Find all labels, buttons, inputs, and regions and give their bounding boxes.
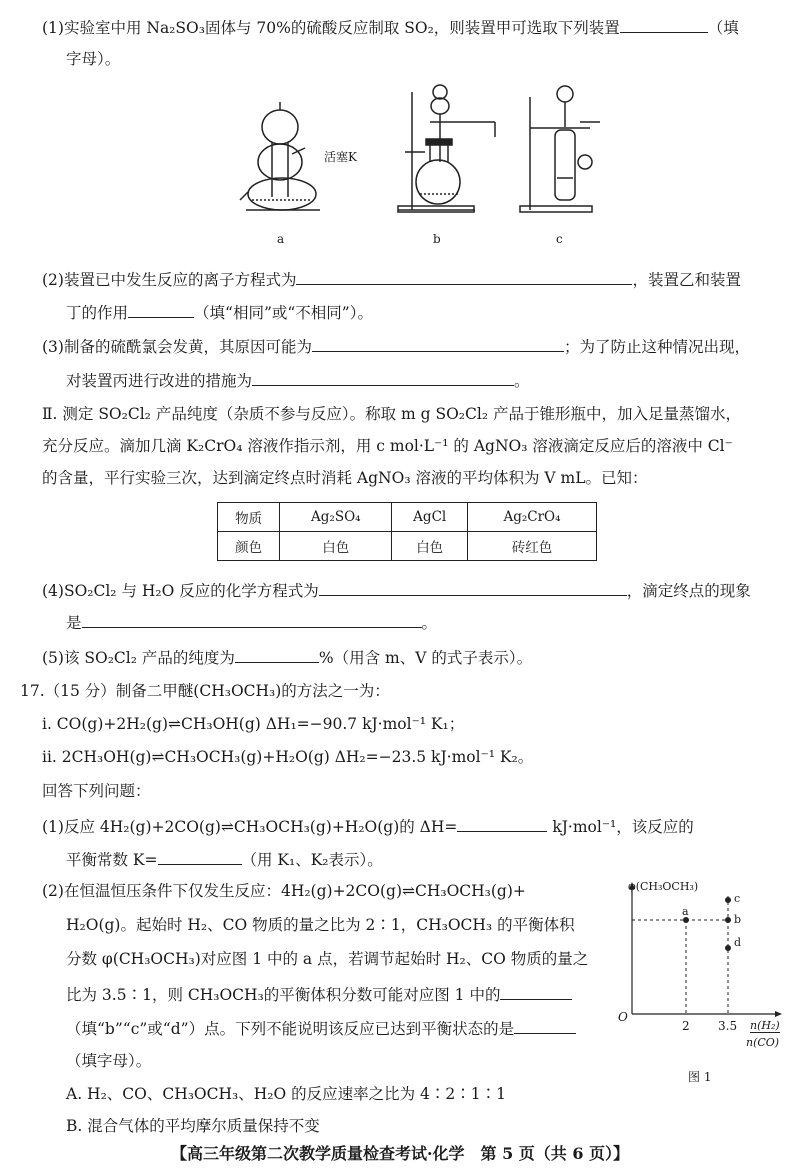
q3-line2-end: 。 [514,372,530,390]
q17-p1-line1 [42,814,694,838]
label-b: b [734,913,742,926]
figure-caption: 图 1 [688,1070,712,1084]
part2-line3: 的含量，平行实验三次，达到滴定终点时消耗 AgNO₃ 溶液的平均体积为 V mL。已知： [42,469,648,487]
q1-text-end: （填 [707,19,739,37]
q5-text-end: %（用含 m、V 的式子表示）。 [318,649,533,667]
apparatus-b [398,85,495,212]
q5-text: (5)该 SO₂Cl₂ 产品的纯度为 [42,649,235,667]
point-d [725,945,731,951]
point-b [725,917,731,923]
table-cell: 物质 [218,503,280,532]
apparatus-figure [230,82,610,222]
q1-text: (1)实验室中用 Na₂SO₃固体与 70%的硫酸反应制取 SO₂，则装置甲可选取下列装置 [42,19,620,37]
q2-answer-blank-1[interactable] [296,267,632,285]
figure-origin: O [618,1010,628,1024]
q4-line2-end: 。 [421,614,438,632]
q17-p2-line1: (2)在恒温恒压条件下仅发生反应：4H₂(g)+2CO(g)⇌CH₃OCH₃(g)+ [42,882,526,900]
q5-line [42,645,532,669]
q4-answer-blank-2[interactable] [82,610,422,628]
q2-answer-blank-2[interactable] [128,300,194,318]
xtick-3-5: 3.5 [718,1019,738,1033]
q2-line1 [42,267,741,291]
q3-text-end: ；为了防止这种情况出现， [563,338,750,356]
q17-p2-line4-text: 比为 3.5∶1，则 CH₃OCH₃的平衡体积分数可能对应图 1 中的 [66,986,501,1004]
q17-p2-line4 [66,982,572,1006]
option-b: B. 混合气体的平均摩尔质量保持不变 [66,1117,320,1135]
xlabel-denominator: n(CO) [746,1036,780,1049]
q2-line2 [66,300,373,324]
q3-line2 [66,368,530,392]
q17-p1-line2-text: 平衡常数 K= [66,851,158,869]
point-c [725,897,731,903]
q3-line2-text: 对装置丙进行改进的措施为 [66,372,253,390]
table-row [218,503,597,532]
q17-p1-line2-end: （用 K₁、K₂表示）。 [241,851,383,869]
q4-line2-text: 是 [66,614,82,632]
q17-p2-line5 [66,1016,576,1040]
q3-answer-blank-1[interactable] [312,334,564,352]
figure-1-plot [610,878,790,1088]
reaction-1: ⅰ. CO(g)+2H₂(g)⇌CH₃OH(g) ΔH₁=−90.7 kJ·mol⁻¹ K₁； [42,715,465,733]
reaction-2: ⅱ. 2CH₃OH(g)⇌CH₃OCH₃(g)+H₂O(g) ΔH₂=−23.5 kJ·mol⁻¹ K₂。 [42,748,534,766]
q1-answer-blank[interactable] [620,15,708,33]
q4-text-end: ，滴定终点的现象 [626,582,751,600]
q17-p1-line2 [66,847,383,871]
q4-line1 [42,578,751,602]
valve-label: 活塞K [324,150,357,164]
figure-ylabel: φ(CH₃OCH₃) [628,880,699,893]
q17-p2-answer-blank-1[interactable] [500,982,572,1000]
q17-title: 17.（15 分）制备二甲醚(CH₃OCH₃)的方法之一为： [20,682,390,700]
table-cell: AgCl [392,503,468,532]
q17-p2-line5-text: （填“b”“c”或“d”）点。下列不能说明该反应已达到平衡状态的是 [66,1020,515,1038]
q17-p2-line3: 分数 φ(CH₃OCH₃)对应图 1 中的 a 点，若调节起始时 H₂、CO 物质的量之 [66,950,589,968]
figure-1 [610,878,790,1092]
table-cell: 白色 [280,532,392,561]
xlabel-numerator: n(H₂) [750,1019,780,1032]
q1-line2: 字母）。 [66,50,121,68]
q17-ask: 回答下列问题： [42,782,151,800]
table-cell: 白色 [392,532,468,561]
option-a: A. H₂、CO、CH₃OCH₃、H₂O 的反应速率之比为 4∶2∶1∶1 [66,1085,506,1103]
q4-answer-blank-1[interactable] [319,578,627,596]
table-cell: 砖红色 [468,532,597,561]
q17-p1-answer-blank-1[interactable] [457,814,547,832]
color-table [217,502,597,561]
q1-line1 [42,15,739,39]
table-row [218,532,597,561]
q17-p2-answer-blank-2[interactable] [514,1016,576,1034]
q17-p2-line6: （填字母）。 [66,1052,152,1070]
q3-line1 [42,334,750,358]
part2-line2: 充分反应。滴加几滴 K₂CrO₄ 溶液作指示剂，用 c mol·L⁻¹ 的 AgNO₃ 溶液滴定反应后的溶液中 Cl⁻ [42,437,733,455]
q17-p1-answer-blank-2[interactable] [158,847,242,865]
q3-text: (3)制备的硫酰氯会发黄，其原因可能为 [42,338,312,356]
table-cell: 颜色 [218,532,280,561]
q4-text: (4)SO₂Cl₂ 与 H₂O 反应的化学方程式为 [42,582,319,600]
q4-line2 [66,610,437,634]
q17-p1-text: (1)反应 4H₂(g)+2CO(g)⇌CH₃OCH₃(g)+H₂O(g)的 ΔH= [42,818,458,836]
q2-line2-text: 丁的作用 [66,304,129,322]
apparatus-label-b: b [433,232,441,246]
x-axis-arrow [775,1011,782,1017]
part2-line1: Ⅱ. 测定 SO₂Cl₂ 产品纯度（杂质不参与反应）。称取 m g SO₂Cl₂ 产品于锥形瓶中，加入足量蒸馏水， [42,405,741,423]
q3-answer-blank-2[interactable] [252,368,514,386]
label-a: a [682,905,689,918]
apparatus-label-a: a [277,232,285,246]
q17-p1-text-end: kJ·mol⁻¹，该反应的 [552,818,694,836]
apparatus-a [240,102,320,210]
table-cell: Ag₂SO₄ [280,503,392,532]
apparatus-c [520,86,600,212]
xtick-2: 2 [682,1019,690,1033]
table-cell: Ag₂CrO₄ [468,503,597,532]
label-c: c [734,892,741,905]
q2-text-end: ，装置乙和装置 [632,271,741,289]
q2-line2-text-end: （填“相同”或“不相同”）。 [194,304,373,322]
label-d: d [734,936,742,949]
q2-text: (2)装置已中发生反应的离子方程式为 [42,271,297,289]
apparatus-label-c: c [556,232,563,246]
page-footer: 【高三年级第二次教学质量检查考试·化学 第 5 页（共 6 页）】 [170,1144,630,1163]
q17-p2-line2: H₂O(g)。起始时 H₂、CO 物质的量之比为 2∶1，CH₃OCH₃ 的平衡体积 [66,916,575,934]
q5-answer-blank[interactable] [235,645,319,663]
